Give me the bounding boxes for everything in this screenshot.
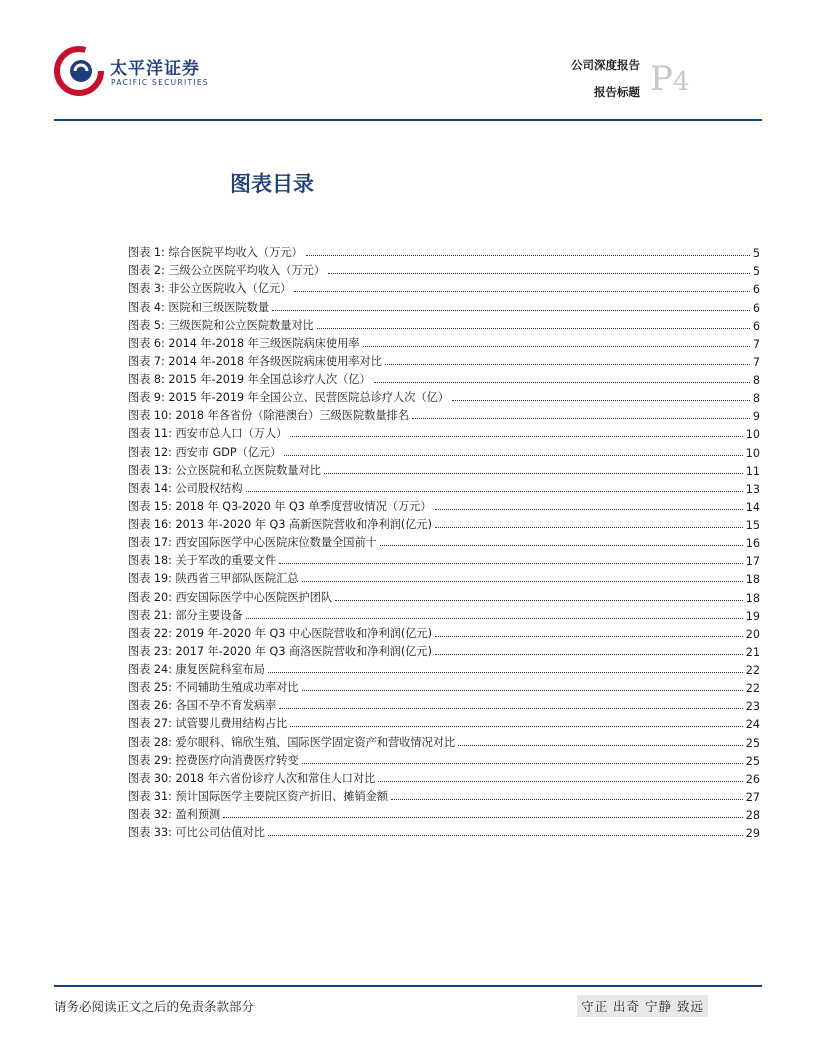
toc-entry-page[interactable]: 7 xyxy=(752,355,760,369)
toc-entry[interactable] xyxy=(128,333,760,351)
toc-entry-page[interactable]: 10 xyxy=(745,428,760,442)
toc-leader-dots xyxy=(290,436,742,437)
toc-entry-label[interactable]: 图表 31: 预计国际医学主要院区资产折旧、摊销金额 xyxy=(128,789,389,803)
toc-entry-label[interactable]: 图表 7: 2014 年-2018 年各级医院病床使用率对比 xyxy=(128,354,382,368)
toc-entry-page[interactable]: 18 xyxy=(745,591,760,605)
toc-entry-page[interactable]: 14 xyxy=(745,500,760,514)
toc-leader-dots xyxy=(294,291,749,292)
toc-leader-dots xyxy=(246,491,743,492)
toc-leader-dots xyxy=(380,545,743,546)
toc-leader-dots xyxy=(328,273,750,274)
logo-chinese-name: 太平洋证券 xyxy=(110,59,200,79)
toc-entry-label[interactable]: 图表 15: 2018 年 Q3-2020 年 Q3 单季度营收情况（万元） xyxy=(128,499,432,513)
toc-entry-page[interactable]: 26 xyxy=(745,772,760,786)
toc-entry[interactable] xyxy=(128,659,760,677)
toc-leader-dots xyxy=(435,509,743,510)
toc-leader-dots xyxy=(223,817,743,818)
toc-entry-page[interactable]: 7 xyxy=(752,337,760,351)
toc-leader-dots xyxy=(279,708,743,709)
toc-entry[interactable] xyxy=(128,260,760,278)
toc-entry-label[interactable]: 图表 14: 公司股权结构 xyxy=(128,481,243,495)
toc-entry-label[interactable]: 图表 19: 陕西省三甲部队医院汇总 xyxy=(128,572,299,586)
toc-entry-label[interactable]: 图表 2: 三级公立医院平均收入（万元） xyxy=(128,264,326,278)
toc-entry-label[interactable]: 图表 24: 康复医院科室布局 xyxy=(128,663,265,676)
toc-leader-dots xyxy=(302,581,743,582)
toc-entry-page[interactable]: 20 xyxy=(745,627,760,641)
toc-leader-dots xyxy=(374,382,750,383)
toc-entry[interactable] xyxy=(128,278,760,296)
toc-entry[interactable] xyxy=(128,768,760,786)
toc-leader-dots xyxy=(335,600,743,601)
toc-entry-label[interactable]: 图表 28: 爱尔眼科、锦欣生殖、国际医学固定资产和营收情况对比 xyxy=(128,735,456,749)
toc-entry-page[interactable]: 8 xyxy=(752,374,760,387)
footer-disclaimer: 请务必阅读正文之后的免责条款部分 xyxy=(54,999,255,1014)
toc-entry-label[interactable]: 图表 29: 控费医疗向消费医疗转变 xyxy=(128,753,299,767)
header-right xyxy=(571,58,640,112)
toc-entry-page[interactable]: 24 xyxy=(745,718,760,732)
report-title: 报告标题 xyxy=(594,85,640,99)
toc-entry[interactable] xyxy=(128,242,760,260)
toc-leader-dots xyxy=(412,418,750,419)
toc-entry[interactable] xyxy=(128,550,760,568)
toc-leader-dots xyxy=(435,654,743,655)
toc-entry[interactable] xyxy=(128,750,760,768)
header-page-number xyxy=(650,59,690,99)
toc-title: 图表目录 xyxy=(230,172,314,196)
toc-leader-dots xyxy=(279,563,743,564)
toc-entry-label[interactable]: 图表 9: 2015 年-2019 年全国公立、民营医院总诊疗人次（亿） xyxy=(128,391,450,405)
toc-entry-page[interactable]: 9 xyxy=(752,410,760,424)
toc-entry-label[interactable]: 图表 26: 各国不孕不育发病率 xyxy=(128,699,277,713)
toc-entry-label[interactable]: 图表 16: 2013 年-2020 年 Q3 高新医院营收和净利润(亿元) xyxy=(128,518,432,531)
toc-entry[interactable] xyxy=(128,315,760,333)
toc-entry-page[interactable]: 6 xyxy=(752,283,760,297)
toc-entry[interactable] xyxy=(128,731,760,749)
toc-entry[interactable] xyxy=(128,387,760,405)
toc-entry-page[interactable]: 27 xyxy=(745,790,760,804)
toc-entry-page[interactable]: 22 xyxy=(745,664,760,677)
toc-entry-label[interactable]: 图表 4: 医院和三级医院数量 xyxy=(128,300,270,314)
toc-entry-label[interactable]: 图表 3: 非公立医院收入（亿元） xyxy=(128,282,292,296)
toc-entry-page[interactable]: 15 xyxy=(745,519,760,532)
toc-entry-label[interactable]: 图表 17: 西安国际医学中心医院床位数量全国前十 xyxy=(128,536,377,550)
toc-entry-label[interactable]: 图表 27: 试管婴儿费用结构占比 xyxy=(128,717,288,731)
toc-entry-page[interactable]: 6 xyxy=(752,301,760,315)
toc-entry-page[interactable]: 19 xyxy=(745,609,760,623)
toc-entry-page[interactable]: 16 xyxy=(745,537,760,551)
toc-entry-label[interactable]: 图表 21: 部分主要设备 xyxy=(128,608,243,622)
toc-entry[interactable] xyxy=(128,423,760,441)
toc-leader-dots xyxy=(290,726,742,727)
toc-leader-dots xyxy=(246,618,743,619)
toc-entry-label[interactable]: 图表 11: 西安市总人口（万人） xyxy=(128,427,288,441)
toc-entry-page[interactable]: 6 xyxy=(752,319,760,333)
report-type: 公司深度报告 xyxy=(571,58,640,72)
toc-entry-page[interactable]: 21 xyxy=(745,645,760,659)
toc-leader-dots xyxy=(391,799,743,800)
toc-leader-dots xyxy=(268,672,743,673)
company-logo xyxy=(54,46,214,96)
toc-entry[interactable] xyxy=(128,514,760,532)
toc-entry-label[interactable]: 图表 18: 关于军改的重要文件 xyxy=(128,554,277,568)
toc-entry[interactable] xyxy=(128,605,760,623)
toc-entry[interactable] xyxy=(128,296,760,314)
toc-entry-page[interactable]: 5 xyxy=(752,247,760,261)
toc-leader-dots xyxy=(302,763,743,764)
toc-leader-dots xyxy=(306,255,750,256)
toc-entry-label[interactable]: 图表 5: 三级医院和公立医院数量对比 xyxy=(128,318,314,332)
toc-entry[interactable] xyxy=(128,478,760,496)
header-divider xyxy=(54,119,762,121)
toc-leader-dots xyxy=(363,346,750,347)
toc-entry-page[interactable]: 29 xyxy=(745,827,760,841)
footer-divider xyxy=(54,985,762,987)
toc-leader-dots xyxy=(302,690,743,691)
toc-entry-page[interactable]: 25 xyxy=(745,754,760,768)
toc-entry-page[interactable]: 18 xyxy=(745,573,760,587)
toc-entry-page[interactable]: 28 xyxy=(745,809,760,822)
pacific-securities-logo-icon xyxy=(54,46,104,96)
toc-entry[interactable] xyxy=(128,786,760,804)
toc-entry-page[interactable]: 5 xyxy=(752,265,760,279)
page-letter: P xyxy=(650,59,673,99)
toc-entry-page[interactable]: 17 xyxy=(745,555,760,569)
toc-leader-dots xyxy=(435,527,743,528)
toc-entry[interactable] xyxy=(128,369,760,387)
toc-leader-dots xyxy=(385,364,750,365)
toc-leader-dots xyxy=(268,835,743,836)
toc-leader-dots xyxy=(435,636,743,637)
toc-entry[interactable] xyxy=(128,496,760,514)
toc-entry-label[interactable]: 图表 10: 2018 年各省份（除港澳台）三级医院数量排名 xyxy=(128,409,409,423)
toc-leader-dots xyxy=(378,781,742,782)
toc-entry-label[interactable]: 图表 8: 2015 年-2019 年全国总诊疗人次（亿） xyxy=(128,373,371,386)
toc-entry[interactable] xyxy=(128,568,760,586)
toc-entry-label[interactable]: 图表 30: 2018 年六省份诊疗人次和常住人口对比 xyxy=(128,771,376,785)
toc-entry-label[interactable]: 图表 22: 2019 年-2020 年 Q3 中心医院营收和净利润(亿元) xyxy=(128,626,432,640)
toc-entry-label[interactable]: 图表 12: 西安市 GDP（亿元） xyxy=(128,445,282,459)
table-of-figures xyxy=(128,242,760,840)
toc-entry-label[interactable]: 图表 33: 可比公司估值对比 xyxy=(128,826,265,840)
toc-entry-label[interactable]: 图表 1: 综合医院平均收入（万元） xyxy=(128,246,303,260)
toc-entry-page[interactable]: 25 xyxy=(745,736,760,750)
toc-entry-label[interactable]: 图表 32: 盈利预测 xyxy=(128,808,221,821)
toc-entry[interactable] xyxy=(128,586,760,604)
toc-leader-dots xyxy=(317,328,750,329)
toc-entry[interactable] xyxy=(128,804,760,822)
toc-entry[interactable] xyxy=(128,405,760,423)
toc-entry[interactable] xyxy=(128,532,760,550)
toc-leader-dots xyxy=(324,473,743,474)
toc-entry-page[interactable]: 22 xyxy=(745,682,760,696)
toc-entry[interactable] xyxy=(128,713,760,731)
toc-entry-page[interactable]: 10 xyxy=(745,446,760,460)
toc-entry[interactable] xyxy=(128,441,760,459)
toc-entry-label[interactable]: 图表 13: 公立医院和私立医院数量对比 xyxy=(128,463,321,477)
toc-entry[interactable] xyxy=(128,822,760,840)
page-number: 4 xyxy=(672,67,690,97)
toc-entry-label[interactable]: 图表 23: 2017 年-2020 年 Q3 商洛医院营收和净利润(亿元) xyxy=(128,644,432,658)
logo-english-name: PACIFIC SECURITIES xyxy=(111,78,209,87)
toc-entry[interactable] xyxy=(128,460,760,478)
toc-entry-label[interactable]: 图表 25: 不同辅助生殖成功率对比 xyxy=(128,681,299,695)
toc-entry[interactable] xyxy=(128,695,760,713)
toc-leader-dots xyxy=(452,400,750,401)
toc-leader-dots xyxy=(284,455,742,456)
footer-slogan: 守正 出奇 宁静 致远 xyxy=(577,995,708,1017)
toc-entry-page[interactable]: 8 xyxy=(752,392,760,406)
toc-entry-label[interactable]: 图表 20: 西安国际医学中心医院医护团队 xyxy=(128,590,333,604)
toc-entry-page[interactable]: 23 xyxy=(745,700,760,714)
toc-entry-page[interactable]: 13 xyxy=(745,482,760,496)
toc-entry[interactable] xyxy=(128,641,760,659)
toc-entry[interactable] xyxy=(128,623,760,641)
toc-leader-dots xyxy=(458,745,743,746)
toc-entry[interactable] xyxy=(128,351,760,369)
toc-entry-page[interactable]: 11 xyxy=(745,464,760,478)
toc-entry[interactable] xyxy=(128,677,760,695)
toc-leader-dots xyxy=(272,310,750,311)
toc-entry-label[interactable]: 图表 6: 2014 年-2018 年三级医院病床使用率 xyxy=(128,336,360,350)
